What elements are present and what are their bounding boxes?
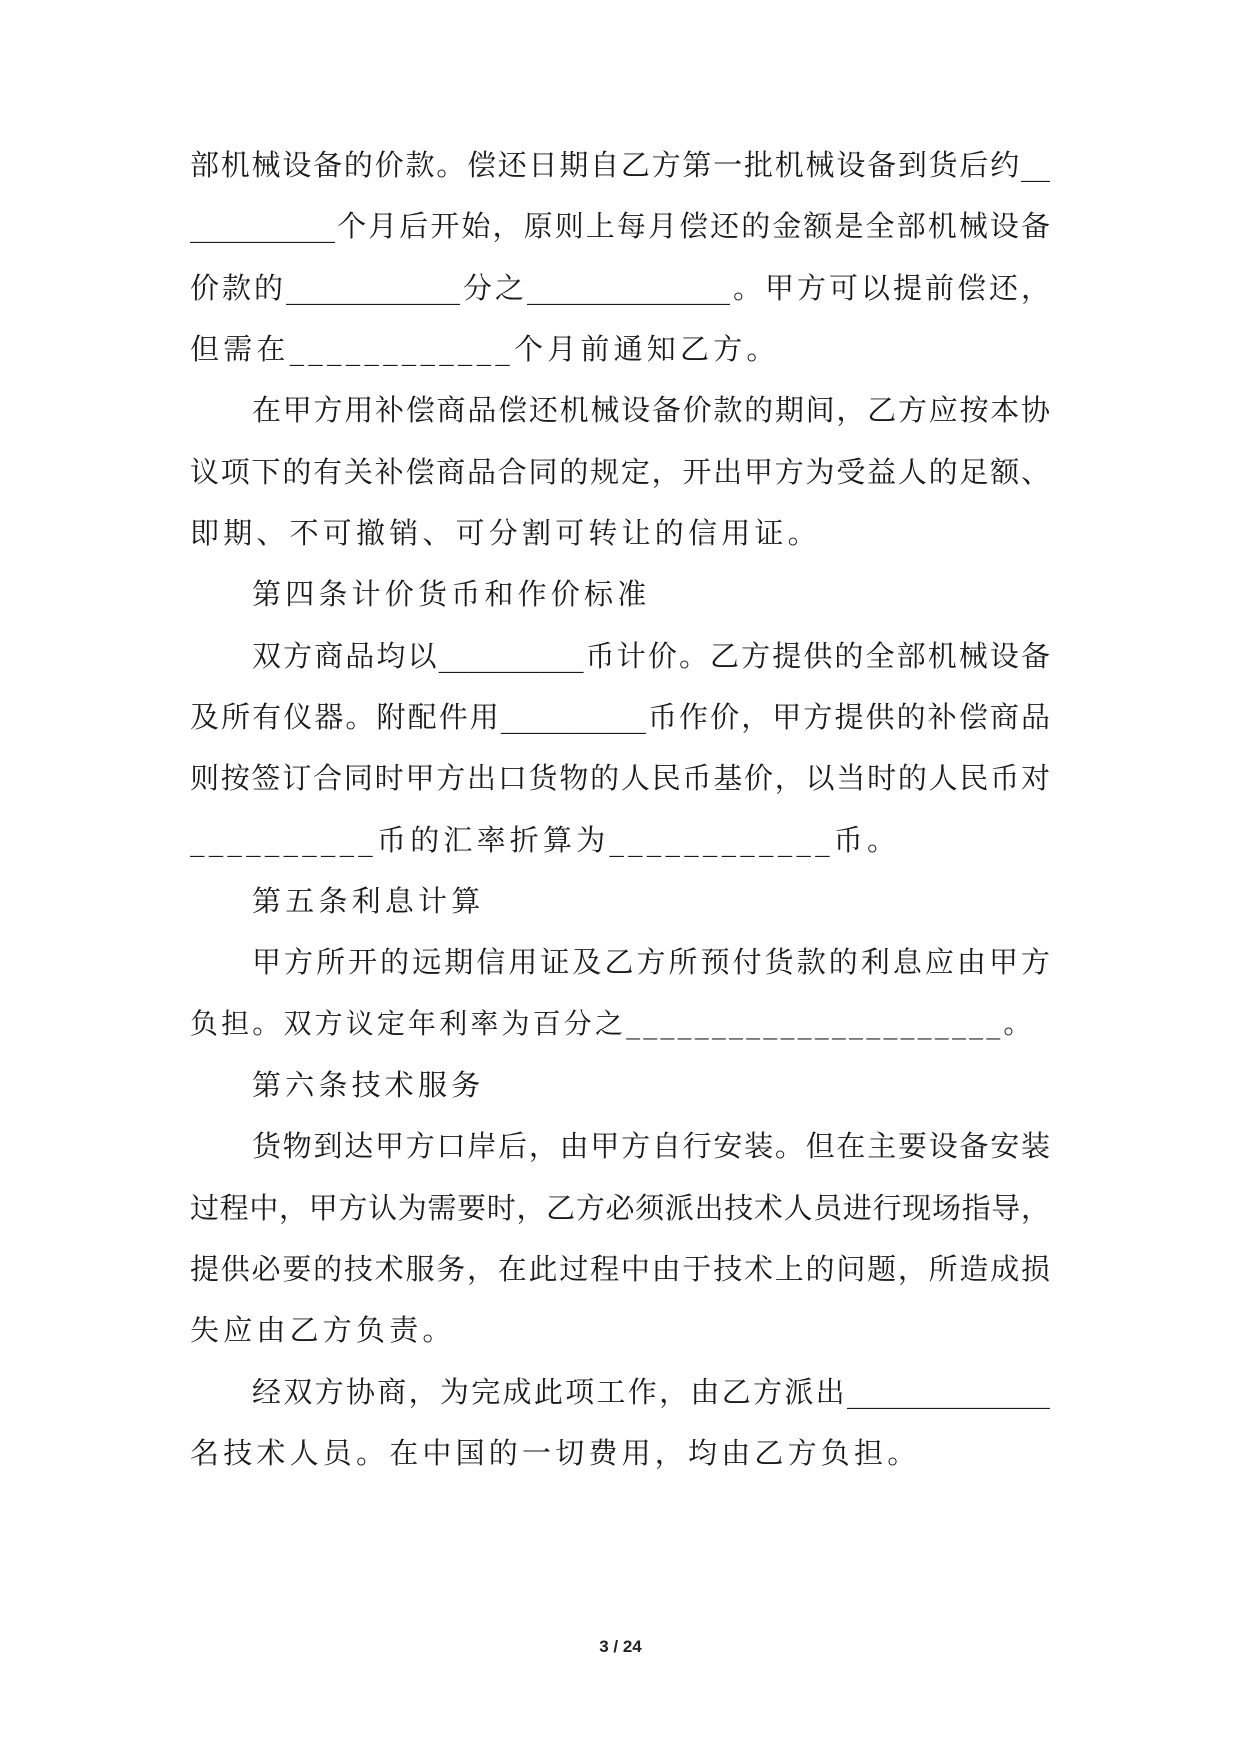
text-line: __________币的汇率折算为____________币。 (190, 823, 901, 857)
text-line: 议项下的有关补偿商品合同的规定，开出甲方为受益人的足额、 (190, 455, 1050, 489)
section-heading: 第四条计价货币和作价标准 (252, 577, 651, 611)
text-line: __________个月后开始，原则上每月偿还的金额是全部机械设备 (190, 209, 1050, 243)
text-line: 价款的____________分之______________。甲方可以提前偿还， (190, 271, 1050, 305)
text-line: 经双方协商，为完成此项工作，由乙方派出______________ (252, 1375, 1050, 1409)
page-number: 3 / 24 (599, 1637, 642, 1656)
text-line: 但需在____________个月前通知乙方。 (190, 332, 780, 366)
text-line: 货物到达甲方口岸后，由甲方自行安装。但在主要设备安装 (252, 1129, 1050, 1163)
text-line: 在甲方用补偿商品偿还机械设备价款的期间，乙方应按本协 (252, 393, 1050, 427)
text-line: 则按签订合同时甲方出口货物的人民币基价，以当时的人民币对 (190, 761, 1050, 795)
text-line: 提供必要的技术服务，在此过程中由于技术上的问题，所造成损 (190, 1252, 1050, 1286)
text-line: 及所有仪器。附配件用__________币作价，甲方提供的补偿商品 (190, 700, 1050, 734)
text-line: 即期、不可撤销、可分割可转让的信用证。 (190, 516, 821, 550)
text-line: 双方商品均以__________币计价。乙方提供的全部机械设备 (252, 639, 1050, 673)
text-line: 负担。双方议定年利率为百分之______________________。 (190, 1007, 1035, 1040)
text-line: 甲方所开的远期信用证及乙方所预付货款的利息应由甲方 (252, 945, 1050, 979)
text-line: 过程中，甲方认为需要时，乙方必须派出技术人员进行现场指导， (190, 1191, 1050, 1225)
section-heading: 第五条利息计算 (252, 884, 485, 918)
text-line: 部机械设备的价款。偿还日期自乙方第一批机械设备到货后约__ (190, 148, 1050, 182)
text-line: 失应由乙方负责。 (190, 1313, 456, 1347)
section-heading: 第六条技术服务 (252, 1068, 485, 1102)
text-line: 名技术人员。在中国的一切费用，均由乙方负担。 (190, 1436, 921, 1470)
